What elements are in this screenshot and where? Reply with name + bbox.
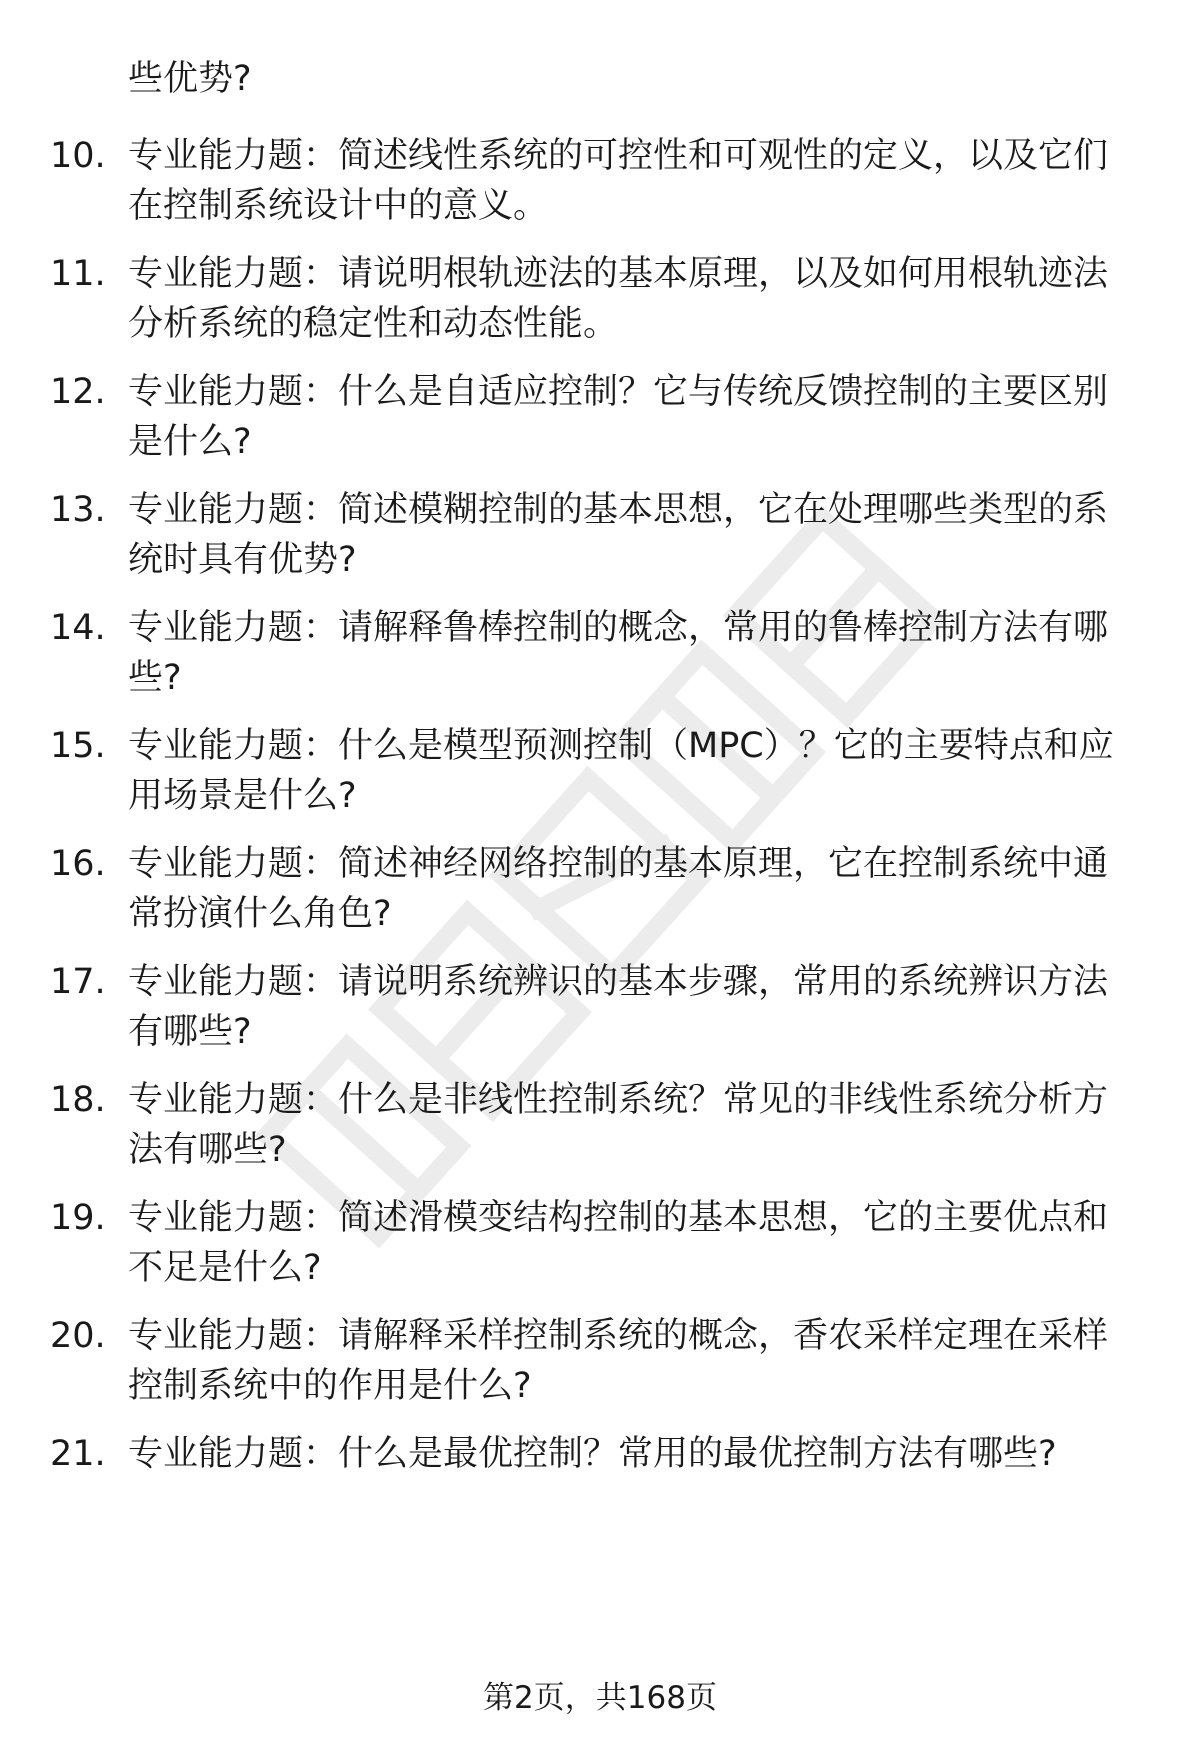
item-text xyxy=(128,721,1148,821)
item-text xyxy=(128,485,1148,585)
item-line: 不足是什么? xyxy=(128,1248,322,1288)
item-line: 有哪些? xyxy=(128,1012,252,1052)
item-line: 在控制系统设计中的意义。 xyxy=(128,186,549,226)
item-text xyxy=(128,249,1148,349)
item-text xyxy=(128,1075,1148,1175)
continuation-text: 些优势? xyxy=(128,59,252,99)
item-number: 20. xyxy=(50,1316,106,1356)
item-text xyxy=(128,1429,1148,1479)
item-line: 是什么? xyxy=(128,422,252,462)
item-number: 17. xyxy=(50,962,106,1002)
item-line: 专业能力题：请说明系统辨识的基本步骤，常用的系统辨识方法 xyxy=(128,962,1109,1002)
item-line: 分析系统的稳定性和动态性能。 xyxy=(128,304,619,344)
item-line: 专业能力题：简述线性系统的可控性和可观性的定义，以及它们 xyxy=(128,136,1109,176)
item-line: 专业能力题：请解释鲁棒控制的概念，常用的鲁棒控制方法有哪 xyxy=(128,608,1109,648)
item-line: 常扮演什么角色? xyxy=(128,894,392,934)
item-line: 专业能力题：什么是模型预测控制（MPC）？它的主要特点和应 xyxy=(128,726,1114,766)
item-line: 用场景是什么? xyxy=(128,776,357,816)
item-line: 专业能力题：简述滑模变结构控制的基本思想，它的主要优点和 xyxy=(128,1198,1109,1238)
item-number: 10. xyxy=(50,136,106,176)
item-text xyxy=(128,131,1148,231)
item-number: 16. xyxy=(50,844,106,884)
page-footer: 第2页，共168页 xyxy=(483,1680,717,1716)
item-number: 12. xyxy=(50,372,106,412)
item-line: 专业能力题：简述神经网络控制的基本原理，它在控制系统中通 xyxy=(128,844,1109,884)
item-line: 专业能力题：简述模糊控制的基本思想，它在处理哪些类型的系 xyxy=(128,490,1109,530)
item-number: 21. xyxy=(50,1434,106,1474)
item-number: 19. xyxy=(50,1198,106,1238)
item-line: 控制系统中的作用是什么? xyxy=(128,1366,532,1406)
item-line: 法有哪些? xyxy=(128,1130,287,1170)
item-line: 些? xyxy=(128,658,182,698)
item-line: 专业能力题：请解释采样控制系统的概念，香农采样定理在采样 xyxy=(128,1316,1109,1356)
item-line: 专业能力题：请说明根轨迹法的基本原理，以及如何用根轨迹法 xyxy=(128,254,1109,294)
item-number: 13. xyxy=(50,490,106,530)
item-text xyxy=(128,1193,1148,1293)
item-line: 统时具有优势? xyxy=(128,540,357,580)
item-number: 14. xyxy=(50,608,106,648)
item-text xyxy=(128,1311,1148,1411)
item-line: 专业能力题：什么是非线性控制系统？常见的非线性系统分析方 xyxy=(128,1080,1109,1120)
item-number: 18. xyxy=(50,1080,106,1120)
item-text xyxy=(128,839,1148,939)
item-text xyxy=(128,957,1148,1057)
item-number: 15. xyxy=(50,726,106,766)
item-text xyxy=(128,603,1148,703)
item-text xyxy=(128,367,1148,467)
item-line: 专业能力题：什么是自适应控制？它与传统反馈控制的主要区别 xyxy=(128,372,1109,412)
item-number: 11. xyxy=(50,254,106,294)
item-line: 专业能力题：什么是最优控制？常用的最优控制方法有哪些? xyxy=(128,1434,1057,1474)
